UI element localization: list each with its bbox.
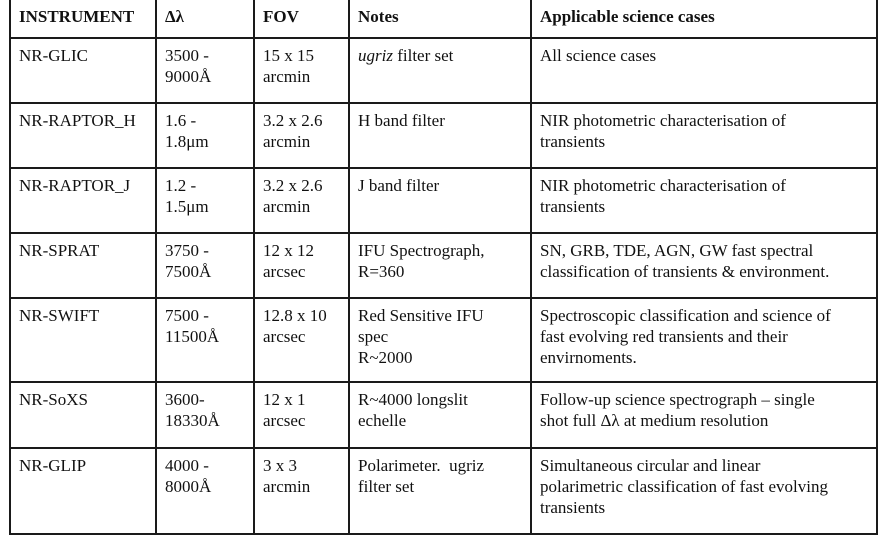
wavelength-line: 1.8μm (165, 132, 209, 151)
notes-line: R~2000 (358, 348, 413, 367)
fov-line: 12 x 12 (263, 241, 314, 260)
science-line: envirnoments. (540, 348, 637, 367)
fov-line: 3.2 x 2.6 (263, 111, 323, 130)
header-notes: Notes (349, 0, 531, 38)
cell-notes (349, 233, 531, 298)
wavelength-line: 18330Å (165, 411, 220, 430)
cell-fov (254, 233, 349, 298)
cell-instrument (10, 168, 156, 233)
wavelength-line: 7500 - (165, 306, 209, 325)
instrument-table (9, 0, 878, 535)
cell-notes (349, 448, 531, 534)
cell-wavelength (156, 448, 254, 534)
science-line: polarimetric classification of fast evolving (540, 477, 828, 496)
notes-line: Red Sensitive IFU (358, 306, 484, 325)
cell-notes (349, 103, 531, 168)
wavelength-line: 11500Å (165, 327, 220, 346)
cell-wavelength (156, 298, 254, 382)
wavelength-line: 4000 - (165, 456, 209, 475)
fov-line: 3.2 x 2.6 (263, 176, 323, 195)
instrument-name: NR-SPRAT (19, 241, 100, 260)
wavelength-line: 1.2 - (165, 176, 197, 195)
instrument-name: NR-SoXS (19, 390, 88, 409)
table-edge-mark (876, 452, 878, 472)
cell-fov (254, 38, 349, 103)
science-line: fast evolving red transients and their (540, 327, 788, 346)
wavelength-line: 1.6 - (165, 111, 197, 130)
cell-wavelength (156, 168, 254, 233)
cell-notes (349, 168, 531, 233)
table-row (10, 233, 877, 298)
fov-line: arcmin (263, 477, 311, 496)
notes-italic-filter: ugriz (358, 46, 393, 65)
fov-line: arcsec (263, 411, 306, 430)
science-line: classification of transients & environment. (540, 262, 830, 281)
notes-line: R~4000 longslit (358, 390, 468, 409)
notes-line: Polarimeter. ugriz (358, 456, 485, 475)
cell-wavelength (156, 103, 254, 168)
science-line: Simultaneous circular and linear (540, 456, 761, 475)
notes-line: filter set (358, 477, 415, 496)
cell-science (531, 103, 877, 168)
fov-line: 15 x 15 (263, 46, 314, 65)
fov-line: arcsec (263, 262, 306, 281)
cell-fov (254, 448, 349, 534)
cell-fov (254, 382, 349, 448)
science-line: shot full Δλ at medium resolution (540, 411, 769, 430)
cell-science (531, 38, 877, 103)
cell-science (531, 233, 877, 298)
cell-notes (349, 382, 531, 448)
cell-instrument (10, 448, 156, 534)
science-line: transients (540, 498, 606, 517)
header-instrument: INSTRUMENT (10, 0, 156, 38)
fov-line: 12 x 1 (263, 390, 306, 409)
science-line: transients (540, 197, 606, 216)
instrument-name: NR-GLIC (19, 46, 88, 65)
science-line: transients (540, 132, 606, 151)
cell-instrument (10, 38, 156, 103)
cell-wavelength (156, 38, 254, 103)
fov-line: arcmin (263, 67, 311, 86)
cell-wavelength (156, 233, 254, 298)
table-row (10, 298, 877, 382)
header-fov: FOV (254, 0, 349, 38)
cell-fov (254, 103, 349, 168)
notes-line: echelle (358, 411, 407, 430)
cell-instrument (10, 103, 156, 168)
notes-line: J band filter (358, 176, 440, 195)
wavelength-line: 7500Å (165, 262, 212, 281)
cell-science (531, 298, 877, 382)
table-row (10, 168, 877, 233)
science-line: Spectroscopic classification and science of (540, 306, 831, 325)
table-row (10, 382, 877, 448)
table-row (10, 448, 877, 534)
notes-line: spec (358, 327, 389, 346)
cell-notes (349, 298, 531, 382)
notes-line: IFU Spectrograph, (358, 241, 485, 260)
science-line: NIR photometric characterisation of (540, 176, 786, 195)
fov-line: arcmin (263, 132, 311, 151)
fov-line: 3 x 3 (263, 456, 297, 475)
instrument-name: NR-RAPTOR_H (19, 111, 136, 130)
cell-science (531, 168, 877, 233)
cell-notes (349, 38, 531, 103)
cell-science (531, 382, 877, 448)
fov-line: arcmin (263, 197, 311, 216)
cell-fov (254, 168, 349, 233)
table-row (10, 103, 877, 168)
notes-line: R=360 (358, 262, 405, 281)
notes-text: filter set (392, 46, 454, 65)
cell-science (531, 448, 877, 534)
wavelength-line: 9000Å (165, 67, 212, 86)
wavelength-line: 8000Å (165, 477, 212, 496)
notes-line: H band filter (358, 111, 445, 130)
notes-line (358, 45, 522, 66)
science-line: NIR photometric characterisation of (540, 111, 786, 130)
table-row (10, 38, 877, 103)
instrument-name: NR-GLIP (19, 456, 87, 475)
instrument-name: NR-RAPTOR_J (19, 176, 131, 195)
science-line: All science cases (540, 46, 657, 65)
cell-fov (254, 298, 349, 382)
wavelength-line: 3750 - (165, 241, 209, 260)
table-header-row (10, 0, 877, 38)
science-line: Follow-up science spectrograph – single (540, 390, 815, 409)
fov-line: 12.8 x 10 (263, 306, 327, 325)
cell-instrument (10, 233, 156, 298)
science-line: SN, GRB, TDE, AGN, GW fast spectral (540, 241, 814, 260)
instrument-name: NR-SWIFT (19, 306, 100, 325)
wavelength-line: 3500 - (165, 46, 209, 65)
wavelength-line: 3600- (165, 390, 205, 409)
cell-instrument (10, 298, 156, 382)
cell-wavelength (156, 382, 254, 448)
fov-line: arcsec (263, 327, 306, 346)
wavelength-line: 1.5μm (165, 197, 209, 216)
header-science-cases: Applicable science cases (531, 0, 877, 38)
cell-instrument (10, 382, 156, 448)
header-wavelength-range: Δλ (156, 0, 254, 38)
